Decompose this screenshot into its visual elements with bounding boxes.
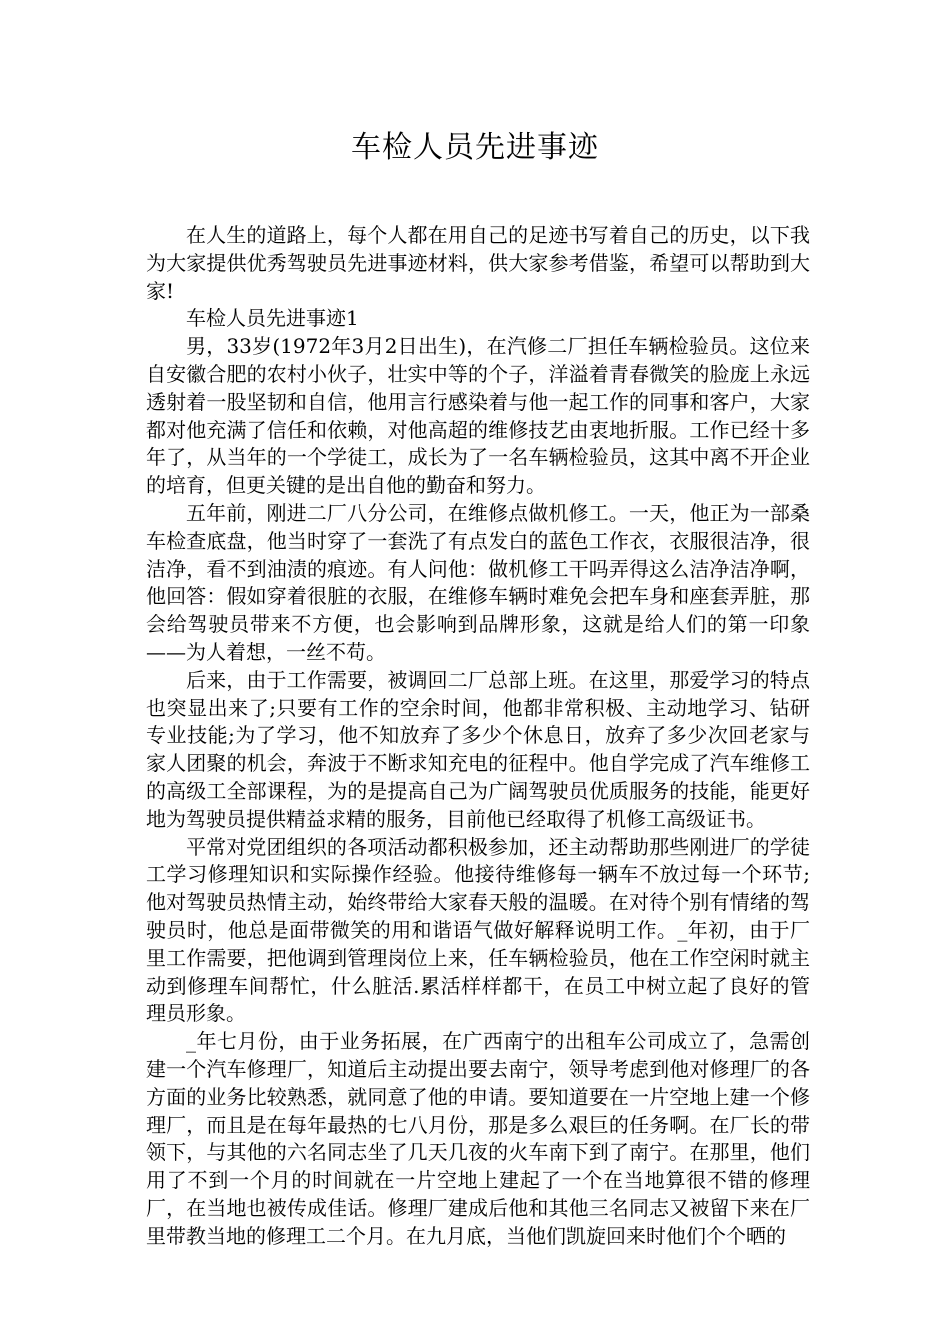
paragraph: _年七月份，由于业务拓展，在广西南宁的出租车公司成立了，急需创建一个汽车修理厂，知道后主动提出要去南宁，领导考虑到他对修理厂的各方面的业务比较熟悉，就同意了他的申请。要知道要在一片空地上建一个修理厂，而且是在每年最热的七八月份，那是多么艰巨的任务啊。在厂长的带领下，与其他的六名同志坐了几天几夜的火车南下到了南宁。在那里，他们用了不到一个月的时间就在一片空地上建起了一个在当地算很不错的修理厂，在当地也被传成佳话。修理厂建成后他和其他三名同志又被留下来在厂里带教当地的修理工二个月。在九月底，当他们凯旋回来时他们个个晒的 (146, 1029, 810, 1248)
paragraph: 男，33岁(1972年3月2日出生)，在汽修二厂担任车辆检验员。这位来自安徽合肥的农村小伙子，壮实中等的个子，洋溢着青春微笑的脸庞上永远透射着一股坚韧和自信，他用言行感染着与他一起工作的同事和客户，大家都对他充满了信任和依赖，对他高超的维修技艺由衷地折服。工作已经十多年了，从当年的一个学徒工，成长为了一名车辆检验员，这其中离不开企业的培育，但更关键的是出自他的勤奋和努力。 (146, 334, 810, 498)
paragraph: 后来，由于工作需要，被调回二厂总部上班。在这里，那爱学习的特点也突显出来了;只要有工作的空余时间，他都非常积极、主动地学习、钻研专业技能;为了学习，他不知放弃了多少个休息日，放弃了多少次回老家与家人团聚的机会，奔波于不断求知充电的征程中。他自学完成了汽车维修工的高级工全部课程，为的是提高自己为广阔驾驶员优质服务的技能，能更好地为驾驶员提供精益求精的服务，目前他已经取得了机修工高级证书。 (146, 667, 810, 831)
section-heading: 车检人员先进事迹1 (186, 306, 359, 331)
document-body (146, 222, 810, 1250)
paragraph: 五年前，刚进二厂八分公司，在维修点做机修工。一天，他正为一部桑车检查底盘，他当时穿了一套洗了有点发白的蓝色工作衣，衣服很洁净，很洁净，看不到油渍的痕迹。有人问他：做机修工干吗弄得这么洁净洁净啊，他回答：假如穿着很脏的衣服，在维修车辆时难免会把车身和座套弄脏，那会给驾驶员带来不方便，也会影响到品牌形象，这就是给人们的第一印象——为人着想，一丝不苟。 (146, 500, 810, 664)
paragraph: 平常对党团组织的各项活动都积极参加，还主动帮助那些刚进厂的学徒工学习修理知识和实际操作经验。他接待维修每一辆车不放过每一个环节;他对驾驶员热情主动，始终带给大家春天般的温暖。在对待个别有情绪的驾驶员时，他总是面带微笑的用和谐语气做好解释说明工作。_年初，由于厂里工作需要，把他调到管理岗位上来，任车辆检验员，他在工作空闲时就主动到修理车间帮忙，什么脏活.累活样样都干，在员工中树立起了良好的管理员形象。 (146, 834, 810, 1026)
document-title: 车检人员先进事迹 (351, 130, 599, 165)
paragraph-intro: 在人生的道路上，每个人都在用自己的足迹书写着自己的历史，以下我为大家提供优秀驾驶员先进事迹材料，供大家参考借鉴，希望可以帮助到大家! (146, 223, 810, 303)
